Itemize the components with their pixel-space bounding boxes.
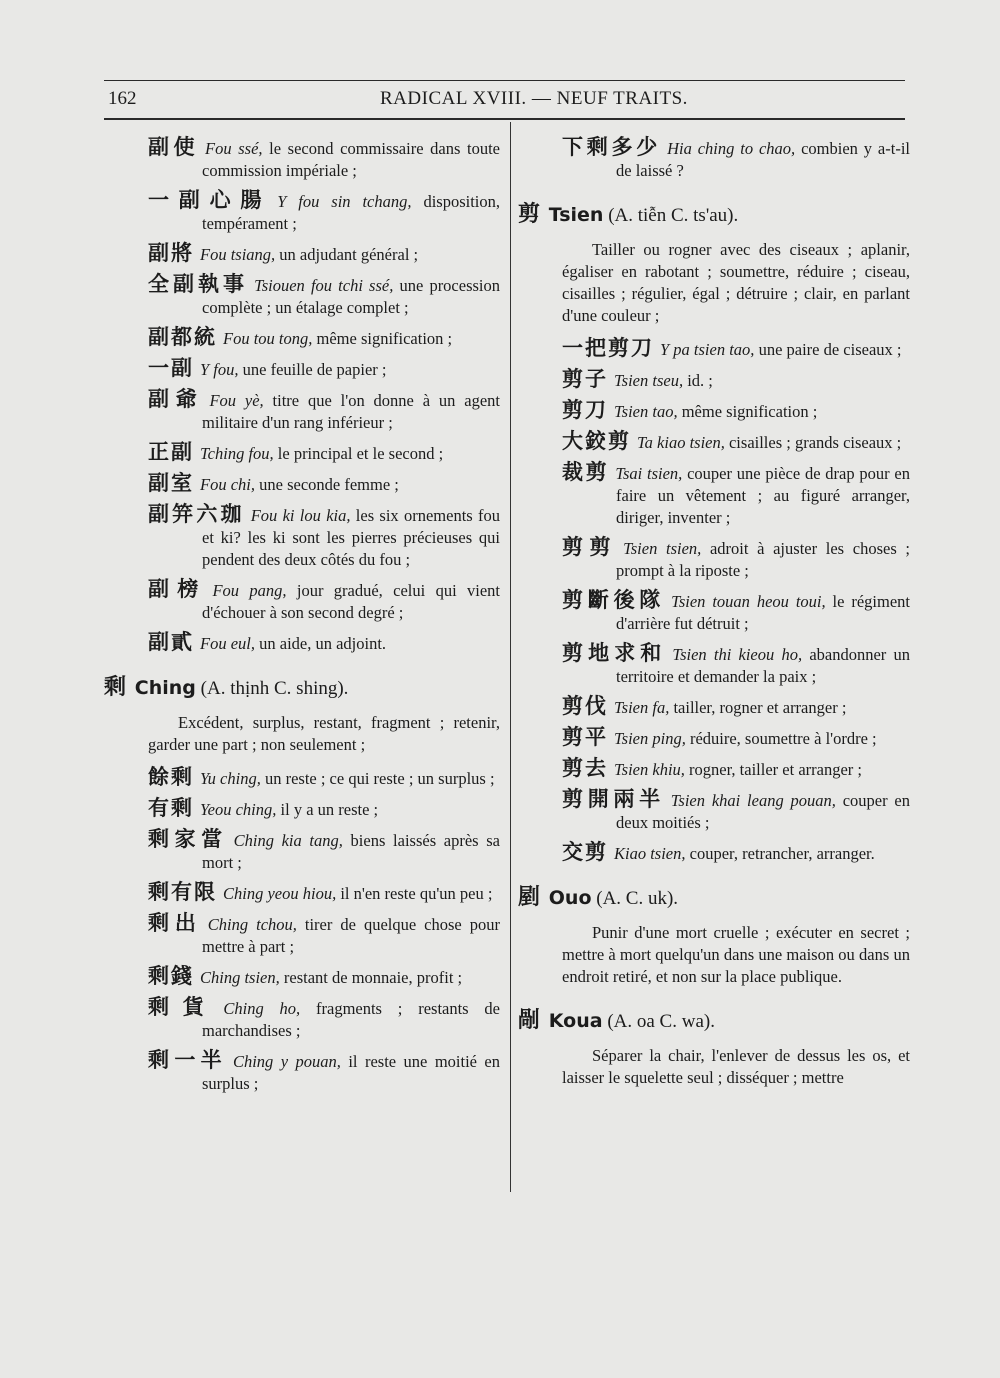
entry-definition: abandonner un territoire et demander la paix ; (616, 645, 911, 686)
entry-definition: le second commissaire dans toute commission impériale ; (202, 139, 501, 180)
entry-chinese: 剪子 (562, 367, 608, 391)
dictionary-entry (104, 136, 500, 182)
entry-chinese: 副貳 (148, 630, 194, 654)
dictionary-entry (518, 841, 910, 865)
right-entries-ching (518, 136, 910, 182)
entry-romanization: Y fou, (200, 360, 239, 379)
entry-chinese: 剩家當 (148, 827, 228, 851)
dictionary-entry (104, 472, 500, 496)
entry-chinese: 剪去 (562, 756, 608, 780)
entry-chinese: 一副心腸 (148, 188, 272, 212)
dictionary-entry (104, 326, 500, 350)
entry-chinese: 剪伐 (562, 694, 608, 718)
definition-ching: Excédent, surplus, restant, fragment ; retenir, garder une part ; non seulement ; (148, 713, 500, 754)
dictionary-entry (518, 642, 910, 688)
entry-definition: adroit à ajuster les choses ; prompt à la riposte ; (616, 539, 911, 580)
entry-chinese: 餘剩 (148, 765, 194, 789)
page-number: 162 (108, 88, 137, 109)
entry-definition: cisailles ; grands ciseaux ; (724, 433, 902, 452)
entry-romanization: Tsien khiu, (614, 760, 685, 779)
dictionary-entry (104, 881, 500, 905)
entry-chinese: 剩一半 (148, 1048, 227, 1072)
entry-chinese: 大鉸剪 (562, 429, 631, 453)
entry-chinese: 全副執事 (148, 272, 249, 296)
entry-chinese: 剪平 (562, 725, 608, 749)
entry-definition: un aide, un adjoint. (255, 634, 387, 653)
entry-romanization: Fou yè, (209, 391, 264, 410)
dictionary-entry (104, 357, 500, 381)
entry-definition: tirer de quelque chose pour mettre à part ; (202, 915, 500, 956)
header-rule-bottom (104, 118, 905, 120)
entry-romanization: Tsiouen fou tchi ssé, (254, 276, 394, 295)
headword-tsien: 剪 Tsien (A. tiễn C. ts'au). (518, 202, 739, 227)
dictionary-entry (104, 189, 500, 235)
entry-romanization: Tsien fa, (614, 698, 670, 717)
entry-romanization: Tsien ping, (614, 729, 686, 748)
entry-definition: combien y a-t-il de laissé ? (616, 139, 910, 180)
entry-definition: disposition, tempérament ; (202, 192, 500, 233)
entry-chinese: 副將 (148, 241, 194, 265)
entry-romanization: Tsien thi kieou ho, (672, 645, 803, 664)
entry-definition: même signification ; (677, 402, 818, 421)
entry-definition: restant de monnaie, profit ; (279, 968, 463, 987)
left-entries-fou (104, 136, 500, 655)
entry-chinese: 一把剪刀 (562, 336, 654, 360)
dictionary-entry (104, 766, 500, 790)
dictionary-entry (518, 788, 910, 834)
right-column (518, 136, 910, 1099)
entry-romanization: Fou ssé, (205, 139, 263, 158)
entry-definition: un adjudant général ; (275, 245, 419, 264)
entry-chinese: 剩貨 (148, 995, 218, 1019)
dictionary-entry (518, 399, 910, 423)
left-entries-ching (104, 766, 500, 1095)
dictionary-entry (104, 965, 500, 989)
entry-chinese: 副使 (148, 135, 200, 159)
entry-romanization: Ching tchou, (207, 915, 297, 934)
entry-definition: une feuille de papier ; (238, 360, 387, 379)
dictionary-entry (518, 589, 910, 635)
dictionary-entry (104, 828, 500, 874)
entry-definition: réduire, soumettre à l'ordre ; (685, 729, 877, 748)
entry-chinese: 剪剪 (562, 535, 618, 559)
entry-chinese: 下剩多少 (562, 135, 662, 159)
entry-chinese: 裁剪 (562, 460, 610, 484)
entry-definition: couper, retrancher, arranger. (685, 844, 875, 863)
dictionary-entry (518, 757, 910, 781)
headword-koua: 剮 Koua (A. oa C. wa). (518, 1008, 715, 1033)
dictionary-entry (518, 136, 910, 182)
entry-definition: jour gradué, celui qui vient d'échouer à son second degré ; (202, 581, 500, 622)
entry-definition: fragments ; restants de marchandises ; (202, 999, 501, 1040)
entry-romanization: Ching yeou hiou, (223, 884, 337, 903)
entry-romanization: Ching ho, (223, 999, 301, 1018)
definition-ouo: Punir d'une mort cruelle ; exécuter en secret ; mettre à mort quelqu'un dans une maison ou dans un endroit retiré, et non sur la place publique. (562, 923, 910, 986)
entry-chinese: 副榜 (148, 577, 207, 601)
entry-romanization: Ta kiao tsien, (637, 433, 725, 452)
entry-romanization: Fou tsiang, (200, 245, 276, 264)
entry-definition: une procession complète ; un étalage complet ; (202, 276, 501, 317)
entry-definition: une seconde femme ; (255, 475, 399, 494)
entry-romanization: Yu ching, (200, 769, 261, 788)
dictionary-entry (104, 578, 500, 624)
entry-romanization: Tsien tao, (614, 402, 678, 421)
entry-romanization: Ching kia tang, (233, 831, 343, 850)
entry-chinese: 副室 (148, 471, 194, 495)
column-separator (510, 122, 511, 1192)
entry-chinese: 剪刀 (562, 398, 608, 422)
entry-romanization: Tsien touan heou toui, (671, 592, 826, 611)
entry-chinese: 剩錢 (148, 964, 194, 988)
dictionary-entry (104, 503, 500, 571)
entry-chinese: 剪斷後隊 (562, 588, 666, 612)
definition-koua: Séparer la chair, l'enlever de dessus les os, et laisser le squelette seul ; disséquer ; mettre (562, 1046, 910, 1087)
dictionary-entry (518, 461, 910, 529)
dictionary-entry (104, 388, 500, 434)
entry-chinese: 剪開兩半 (562, 787, 665, 811)
entry-romanization: Hia ching to chao, (667, 139, 796, 158)
entry-chinese: 正副 (148, 440, 194, 464)
entry-chinese: 副爺 (148, 387, 204, 411)
entry-definition: il n'en reste qu'un peu ; (336, 884, 493, 903)
entry-chinese: 剩出 (148, 911, 202, 935)
dictionary-entry (518, 368, 910, 392)
entry-romanization: Tching fou, (200, 444, 274, 463)
right-entries-tsien (518, 337, 910, 865)
entry-romanization: Fou tou tong, (223, 329, 313, 348)
entry-chinese: 有剩 (148, 796, 194, 820)
dictionary-entry (104, 996, 500, 1042)
entry-definition: titre que l'on donne à un agent militaire d'un rang inférieur ; (202, 391, 500, 432)
entry-romanization: Fou eul, (200, 634, 255, 653)
dictionary-entry (518, 536, 910, 582)
entry-chinese: 一副 (148, 356, 194, 380)
entry-definition: il y a un reste ; (276, 800, 379, 819)
entry-definition: il reste une moitié en surplus ; (202, 1052, 501, 1093)
definition-tsien: Tailler ou rogner avec des ciseaux ; aplanir, égaliser en rabotant ; soumettre, réduire ; ciseau, cisailles ; régulier, égal ; détruire ; clair, en parlant d'une couleur ; (562, 240, 910, 325)
entry-definition: un reste ; ce qui reste ; un surplus ; (260, 769, 495, 788)
dictionary-entry (104, 1049, 500, 1095)
headword-ching: 剩 Ching (A. thịnh C. shing). (104, 675, 349, 700)
entry-romanization: Tsien tseu, (614, 371, 684, 390)
entry-chinese: 副笄六珈 (148, 502, 245, 526)
header-rule-top (104, 80, 905, 81)
entry-romanization: Yeou ching, (200, 800, 277, 819)
left-column (104, 136, 500, 1102)
entry-romanization: Ching y pouan, (232, 1052, 341, 1071)
dictionary-entry (104, 441, 500, 465)
dictionary-entry (104, 797, 500, 821)
entry-romanization: Fou ki lou kia, (250, 506, 351, 525)
entry-definition: les six ornements fou et ki? les ki sont les pierres précieuses qui pendent des deux côtés du fou ; (202, 506, 501, 569)
entry-definition: tailler, rogner et arranger ; (669, 698, 847, 717)
dictionary-entry (518, 430, 910, 454)
entry-romanization: Fou pang, (212, 581, 287, 600)
entry-definition: une paire de ciseaux ; (754, 340, 902, 359)
entry-chinese: 交剪 (562, 840, 608, 864)
entry-definition: même signification ; (312, 329, 453, 348)
dictionary-entry (104, 631, 500, 655)
dictionary-entry (104, 242, 500, 266)
dictionary-entry (104, 273, 500, 319)
entry-definition: couper en deux moitiés ; (616, 791, 911, 832)
headword-ouo: 剭 Ouo (A. C. uk). (518, 885, 679, 910)
entry-definition: le principal et le second ; (273, 444, 444, 463)
entry-definition: rogner, tailler et arranger ; (684, 760, 862, 779)
dictionary-entry (518, 726, 910, 750)
dictionary-entry (518, 337, 910, 361)
running-title: RADICAL XVIII. — NEUF TRAITS. (380, 88, 688, 109)
entry-chinese: 剩有限 (148, 880, 217, 904)
entry-romanization: Ching tsien, (200, 968, 280, 987)
entry-definition: couper une pièce de drap pour en faire un vêtement ; au figuré arranger, diriger, inventer ; (616, 464, 910, 527)
entry-definition: biens laissés après sa mort ; (202, 831, 500, 872)
entry-romanization: Kiao tsien, (614, 844, 686, 863)
entry-romanization: Tsai tsien, (615, 464, 683, 483)
entry-romanization: Y fou sin tchang, (277, 192, 412, 211)
entry-definition: le régiment d'arrière fut détruit ; (616, 592, 910, 633)
entry-chinese: 副都統 (148, 325, 217, 349)
entry-romanization: Tsien khai leang pouan, (670, 791, 836, 810)
entry-romanization: Y pa tsien tao, (660, 340, 755, 359)
entry-chinese: 剪地求和 (562, 641, 667, 665)
entry-romanization: Fou chi, (200, 475, 255, 494)
entry-definition: id. ; (683, 371, 713, 390)
dictionary-entry (104, 912, 500, 958)
dictionary-entry (518, 695, 910, 719)
entry-romanization: Tsien tsien, (623, 539, 702, 558)
